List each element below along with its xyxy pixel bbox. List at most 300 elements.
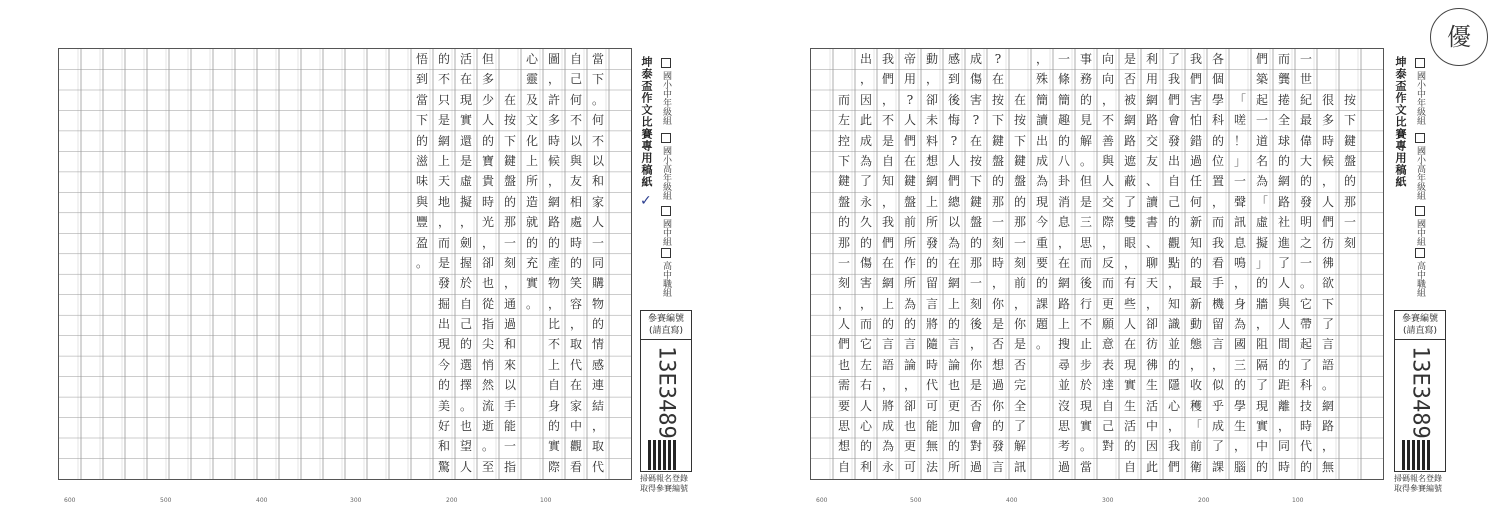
essay-char	[499, 49, 521, 69]
essay-char: 心	[525, 52, 538, 66]
essay-char: 行	[1079, 296, 1092, 311]
essay-char: 間	[1277, 337, 1290, 352]
essay-char: 擬	[459, 194, 472, 209]
left-scale-500: 500	[160, 497, 172, 504]
essay-char: 身	[547, 398, 560, 413]
essay-char: 題	[1035, 317, 1048, 332]
essay-char: 眼	[1123, 235, 1136, 250]
essay-char: 時	[1299, 419, 1312, 434]
essay-char: 過	[1057, 459, 1070, 474]
essay-char: 被	[1123, 92, 1136, 107]
essay-char: 路	[1145, 113, 1158, 128]
essay-char: 家	[569, 398, 582, 413]
essay-char: 有	[1123, 276, 1136, 291]
essay-char: 結	[591, 398, 604, 413]
essay-column	[1119, 49, 1141, 477]
essay-char: 了	[859, 174, 872, 189]
essay-char: 法	[925, 459, 938, 474]
essay-char: 們	[881, 72, 894, 87]
essay-column	[477, 49, 499, 477]
essay-char: 同	[591, 255, 604, 270]
right-qr-code-icon[interactable]	[1402, 440, 1432, 470]
essay-char: 見	[1079, 113, 1092, 128]
essay-char: 一	[1343, 215, 1356, 230]
essay-char: ，	[547, 72, 560, 87]
essay-char: 善	[1101, 133, 1114, 148]
essay-column	[877, 49, 899, 477]
essay-char: 論	[947, 357, 960, 372]
essay-char: 多	[547, 113, 560, 128]
essay-char: ，	[1167, 419, 1180, 434]
essay-char: 處	[569, 215, 582, 230]
essay-char: 活	[1123, 419, 1136, 434]
essay-char: 意	[1101, 337, 1114, 352]
essay-char: 多	[481, 72, 494, 87]
essay-char: 的	[481, 133, 494, 148]
essay-char: 貴	[481, 174, 494, 189]
essay-char: 的	[859, 235, 872, 250]
essay-char: 留	[925, 276, 938, 291]
essay-char: 的	[591, 317, 604, 332]
essay-char: 很	[1321, 92, 1334, 107]
essay-char: 捲	[1277, 92, 1290, 107]
essay-char: 一	[503, 439, 516, 454]
essay-column	[587, 49, 609, 477]
left-qr-code-icon[interactable]	[648, 440, 678, 470]
essay-char: 彿	[1145, 357, 1158, 372]
essay-char: ，	[481, 235, 494, 250]
essay-char: 網	[1321, 398, 1334, 413]
essay-char: 沒	[1057, 398, 1070, 413]
essay-char: 下	[991, 113, 1004, 128]
essay-char: 不	[591, 133, 604, 148]
essay-char: 網	[947, 276, 960, 291]
essay-char: 人	[903, 113, 916, 128]
essay-char: 美	[437, 398, 450, 413]
right-form-panel	[1388, 48, 1452, 478]
essay-char: ，	[459, 215, 472, 230]
essay-char: 自	[1123, 459, 1136, 474]
essay-char: 刻	[991, 235, 1004, 250]
essay-char: 害	[969, 92, 982, 107]
essay-char: 鍵	[1013, 153, 1026, 168]
essay-char: 的	[1167, 357, 1180, 372]
essay-char: 。	[481, 439, 494, 454]
essay-char: 少	[481, 92, 494, 107]
essay-char: 們	[1167, 92, 1180, 107]
essay-char: ，	[1277, 419, 1290, 434]
essay-column	[1339, 49, 1361, 253]
essay-char: 上	[925, 194, 938, 209]
essay-char: 語	[1321, 357, 1334, 372]
essay-char: 以	[947, 215, 960, 230]
essay-char: 靈	[525, 72, 538, 87]
essay-char: 卻	[903, 398, 916, 413]
essay-char: 今	[1035, 215, 1048, 230]
essay-char: 還	[459, 133, 472, 148]
essay-char: ，	[569, 317, 582, 332]
essay-char: 及	[525, 92, 538, 107]
essay-char: 的	[547, 235, 560, 250]
essay-char: 了	[1167, 52, 1180, 66]
essay-char: 到	[947, 72, 960, 87]
essay-char: 代	[569, 357, 582, 372]
essay-char: 友	[1145, 153, 1158, 168]
essay-char: 們	[1189, 72, 1202, 87]
essay-char: 心	[1167, 398, 1180, 413]
essay-char: ?	[972, 113, 980, 128]
essay-char: ，	[1211, 357, 1224, 372]
right-group-1[interactable]: 國小中年級組	[1414, 58, 1427, 125]
essay-char: 我	[881, 52, 894, 66]
essay-column	[833, 49, 855, 477]
essay-char: 也	[481, 276, 494, 291]
essay-char: 網	[547, 194, 560, 209]
essay-char: 何	[1189, 194, 1202, 209]
essay-char: 要	[837, 398, 850, 413]
left-sheet	[0, 0, 700, 530]
essay-char: 天	[1145, 276, 1158, 291]
essay-column	[965, 49, 987, 477]
checkbox[interactable]	[1415, 133, 1425, 143]
essay-char: 為	[1035, 174, 1048, 189]
essay-char: 網	[881, 276, 894, 291]
essay-char: 是	[969, 378, 982, 393]
essay-char: 前	[1013, 276, 1026, 291]
essay-char: 是	[881, 133, 894, 148]
essay-char: 天	[437, 174, 450, 189]
essay-char: 」	[1233, 153, 1246, 168]
essay-char: 料	[925, 133, 938, 148]
essay-char: 人	[591, 215, 604, 230]
essay-char: 各	[1211, 52, 1224, 66]
right-group-3[interactable]: 國中組	[1414, 206, 1427, 246]
essay-char: 更	[947, 398, 960, 413]
essay-char: 的	[437, 52, 450, 66]
essay-char: 並	[1167, 337, 1180, 352]
essay-char: 的	[991, 174, 1004, 189]
essay-column	[1251, 49, 1273, 477]
essay-char: 息	[1233, 235, 1246, 250]
essay-char: 手	[503, 398, 516, 413]
essay-char: 的	[881, 317, 894, 332]
essay-char: 與	[1101, 153, 1114, 168]
essay-column	[1031, 49, 1053, 355]
essay-char: 時	[991, 255, 1004, 270]
essay-char: ，	[1211, 194, 1224, 209]
checkbox[interactable]	[661, 206, 671, 216]
essay-char: ，	[925, 72, 938, 87]
essay-char: 現	[1255, 398, 1268, 413]
essay-char: 殊	[1035, 72, 1048, 87]
essay-char: 語	[881, 357, 894, 372]
essay-char: ，	[437, 215, 450, 230]
essay-char: 成	[1035, 153, 1048, 168]
left-group-1[interactable]: 國小中年級組	[660, 58, 673, 125]
essay-char: 己	[459, 317, 472, 332]
checkbox[interactable]	[661, 248, 671, 258]
essay-char: 上	[1057, 317, 1070, 332]
essay-char: 止	[1079, 337, 1092, 352]
essay-char: 的	[1299, 174, 1312, 189]
checkbox[interactable]	[1415, 58, 1425, 68]
essay-char: 了	[1255, 378, 1268, 393]
essay-char: 發	[1299, 194, 1312, 209]
essay-char: 生	[1233, 419, 1246, 434]
checkbox[interactable]	[1415, 206, 1425, 216]
essay-char: 身	[1233, 296, 1246, 311]
essay-char: 只	[437, 92, 450, 107]
essay-char: 彷	[1145, 337, 1158, 352]
right-group-4[interactable]: 高中職組	[1414, 248, 1427, 297]
essay-char: 人	[1277, 276, 1290, 291]
essay-char: 自	[1101, 398, 1114, 413]
essay-char: 八	[1057, 153, 1070, 168]
checkbox[interactable]	[1415, 248, 1425, 258]
essay-char: ，	[859, 296, 872, 311]
essay-char: 與	[415, 194, 428, 209]
essay-char: 而	[1277, 52, 1290, 66]
checkbox[interactable]	[661, 58, 671, 68]
essay-char: 對	[1101, 439, 1114, 454]
essay-char: 想	[991, 357, 1004, 372]
essay-char: 也	[903, 419, 916, 434]
essay-char: 路	[1277, 194, 1290, 209]
essay-char: 並	[1057, 378, 1070, 393]
essay-char: 所	[525, 174, 538, 189]
right-scale-600: 600	[816, 497, 828, 504]
essay-char: 候	[1321, 153, 1334, 168]
essay-char: 產	[547, 255, 560, 270]
right-scale-300: 300	[1102, 497, 1114, 504]
left-group-2[interactable]: 國小高年級組	[660, 133, 673, 200]
essay-char: 全	[1277, 113, 1290, 128]
id-label: 參賽編號 (請直寫)	[1395, 311, 1445, 340]
essay-char: 成	[1211, 419, 1224, 434]
essay-char: 流	[481, 398, 494, 413]
right-sheet	[790, 0, 1500, 530]
left-group-3[interactable]: 國中組	[660, 206, 673, 246]
right-group-2[interactable]: 國小高年級組	[1414, 133, 1427, 200]
essay-char: 按	[1013, 113, 1026, 128]
essay-char: 自	[837, 459, 850, 474]
essay-char: 帶	[1299, 317, 1312, 332]
essay-char: 訊	[1233, 215, 1246, 230]
essay-char: 個	[1211, 72, 1224, 87]
essay-char: ，	[1101, 235, 1114, 250]
essay-char: 後	[969, 317, 982, 332]
essay-char: ，	[1233, 439, 1246, 454]
essay-char: 留	[1211, 317, 1224, 332]
essay-char: 實	[1123, 378, 1136, 393]
essay-char: 的	[525, 235, 538, 250]
essay-char: 出	[1035, 133, 1048, 148]
essay-char: 按	[991, 92, 1004, 107]
essay-char: 選	[459, 357, 472, 372]
essay-column	[1229, 49, 1251, 477]
essay-char: 與	[569, 153, 582, 168]
essay-char: 消	[1057, 194, 1070, 209]
essay-char: 科	[1211, 113, 1224, 128]
essay-char: 人	[1123, 317, 1136, 332]
essay-char: 大	[1299, 153, 1312, 168]
right-scale-400: 400	[1006, 497, 1018, 504]
essay-char: 看	[1211, 255, 1224, 270]
essay-char: 最	[1299, 113, 1312, 128]
essay-char: 「	[1233, 92, 1246, 107]
essay-char: 右	[859, 378, 872, 393]
essay-char: 怕	[1189, 113, 1202, 128]
essay-char	[1339, 49, 1361, 69]
id-value: 13E3489	[653, 346, 679, 439]
essay-char: 味	[415, 174, 428, 189]
essay-char: 之	[1299, 235, 1312, 250]
essay-char: 而	[1101, 276, 1114, 291]
left-scale-300: 300	[350, 497, 362, 504]
essay-char: 充	[525, 255, 538, 270]
essay-column	[521, 49, 543, 314]
essay-char: 網	[1057, 276, 1070, 291]
essay-char: 了	[1123, 194, 1136, 209]
essay-char: 不	[437, 72, 450, 87]
essay-char: 簡	[1057, 92, 1070, 107]
essay-char: 實	[459, 113, 472, 128]
essay-char: 容	[569, 296, 582, 311]
right-form-title: 坤泰盃作文比賽專用稿紙	[1394, 56, 1407, 188]
essay-char: 活	[459, 52, 472, 66]
essay-char: 的	[1255, 276, 1268, 291]
essay-char: 下	[1013, 133, 1026, 148]
essay-char: 發	[437, 276, 450, 291]
essay-char: 以	[569, 133, 582, 148]
essay-column	[565, 49, 587, 477]
essay-char: 連	[591, 378, 604, 393]
essay-char: 解	[1079, 133, 1092, 148]
essay-char: 龔	[1277, 72, 1290, 87]
essay-char: 知	[1167, 296, 1180, 311]
essay-char: 離	[1277, 398, 1290, 413]
essay-char: 久	[859, 215, 872, 230]
essay-char: 和	[503, 337, 516, 352]
essay-char: 衛	[1189, 459, 1202, 474]
essay-char: 上	[947, 296, 960, 311]
essay-char: 實	[1079, 419, 1092, 434]
essay-char: 的	[415, 133, 428, 148]
left-group-4[interactable]: 高中職組	[660, 248, 673, 297]
essay-char: 發	[925, 235, 938, 250]
essay-char: 不	[547, 337, 560, 352]
essay-char: 下	[969, 174, 982, 189]
essay-char: 一	[1233, 174, 1246, 189]
essay-char: 握	[459, 255, 472, 270]
essay-char: 生	[1145, 378, 1158, 393]
essay-char: 此	[1145, 459, 1158, 474]
essay-char: 路	[547, 215, 560, 230]
essay-char: 讀	[1035, 113, 1048, 128]
essay-char: 於	[1079, 378, 1092, 393]
essay-char: 的	[437, 378, 450, 393]
essay-char: ，	[503, 276, 516, 291]
essay-char: 的	[569, 255, 582, 270]
essay-char: 息	[1057, 215, 1070, 230]
essay-char: ，	[1057, 235, 1070, 250]
essay-char: 寶	[481, 153, 494, 168]
essay-char: 為	[859, 153, 872, 168]
essay-char: 起	[1255, 92, 1268, 107]
essay-char: 在	[991, 72, 1004, 87]
essay-char: ，	[969, 337, 982, 352]
essay-char: 一	[503, 235, 516, 250]
essay-char: 否	[1013, 357, 1026, 372]
essay-char: 上	[881, 296, 894, 311]
essay-char: 為	[1233, 317, 1246, 332]
essay-char: 虛	[459, 174, 472, 189]
essay-char: 卻	[925, 92, 938, 107]
essay-char: 當	[591, 52, 604, 66]
checkbox[interactable]	[661, 133, 671, 143]
essay-char: 友	[569, 174, 582, 189]
essay-char: 一	[1299, 52, 1312, 66]
essay-char: 卦	[1057, 174, 1070, 189]
essay-char: 更	[1101, 296, 1114, 311]
essay-char: 物	[547, 276, 560, 291]
essay-char: 網	[1123, 113, 1136, 128]
essay-char: 路	[1321, 419, 1334, 434]
essay-char: 。	[1079, 153, 1092, 168]
essay-char: 們	[947, 174, 960, 189]
essay-char: 距	[1277, 378, 1290, 393]
essay-char: 向	[1101, 52, 1114, 66]
essay-char: 考	[1057, 439, 1070, 454]
essay-char: 利	[859, 459, 872, 474]
essay-char: 社	[1277, 215, 1290, 230]
essay-char: 。	[525, 296, 538, 311]
essay-char: ！	[1233, 133, 1246, 148]
essay-char	[1229, 69, 1251, 89]
essay-char: 的	[1189, 255, 1202, 270]
essay-char: 名	[1255, 153, 1268, 168]
essay-char: ，	[881, 194, 894, 209]
essay-char: 科	[1299, 378, 1312, 393]
essay-char: 因	[859, 92, 872, 107]
essay-char: 前	[1189, 439, 1202, 454]
essay-char: 和	[437, 439, 450, 454]
essay-char: 識	[1167, 317, 1180, 332]
essay-char: 欲	[1321, 276, 1334, 291]
essay-char: 否	[991, 337, 1004, 352]
essay-char: 鍵	[503, 153, 516, 168]
essay-char: 尖	[481, 337, 494, 352]
essay-char: ，	[991, 276, 1004, 291]
essay-char: 言	[1211, 337, 1224, 352]
essay-char: 會	[1167, 113, 1180, 128]
id-value: 13E3489	[1407, 346, 1433, 439]
essay-char: 訊	[1013, 459, 1026, 474]
essay-char: 鍵	[991, 133, 1004, 148]
essay-char: 完	[1013, 378, 1026, 393]
essay-char: 觀	[1167, 235, 1180, 250]
essay-char: 當	[415, 92, 428, 107]
essay-char: 。	[1321, 378, 1334, 393]
essay-char	[1009, 49, 1031, 69]
essay-char: 用	[1145, 72, 1158, 87]
essay-char: 的	[925, 255, 938, 270]
essay-char: 指	[503, 459, 516, 474]
essay-char: 而	[437, 235, 450, 250]
essay-char: 是	[459, 153, 472, 168]
essay-column	[987, 49, 1009, 477]
essay-char: 紀	[1299, 92, 1312, 107]
